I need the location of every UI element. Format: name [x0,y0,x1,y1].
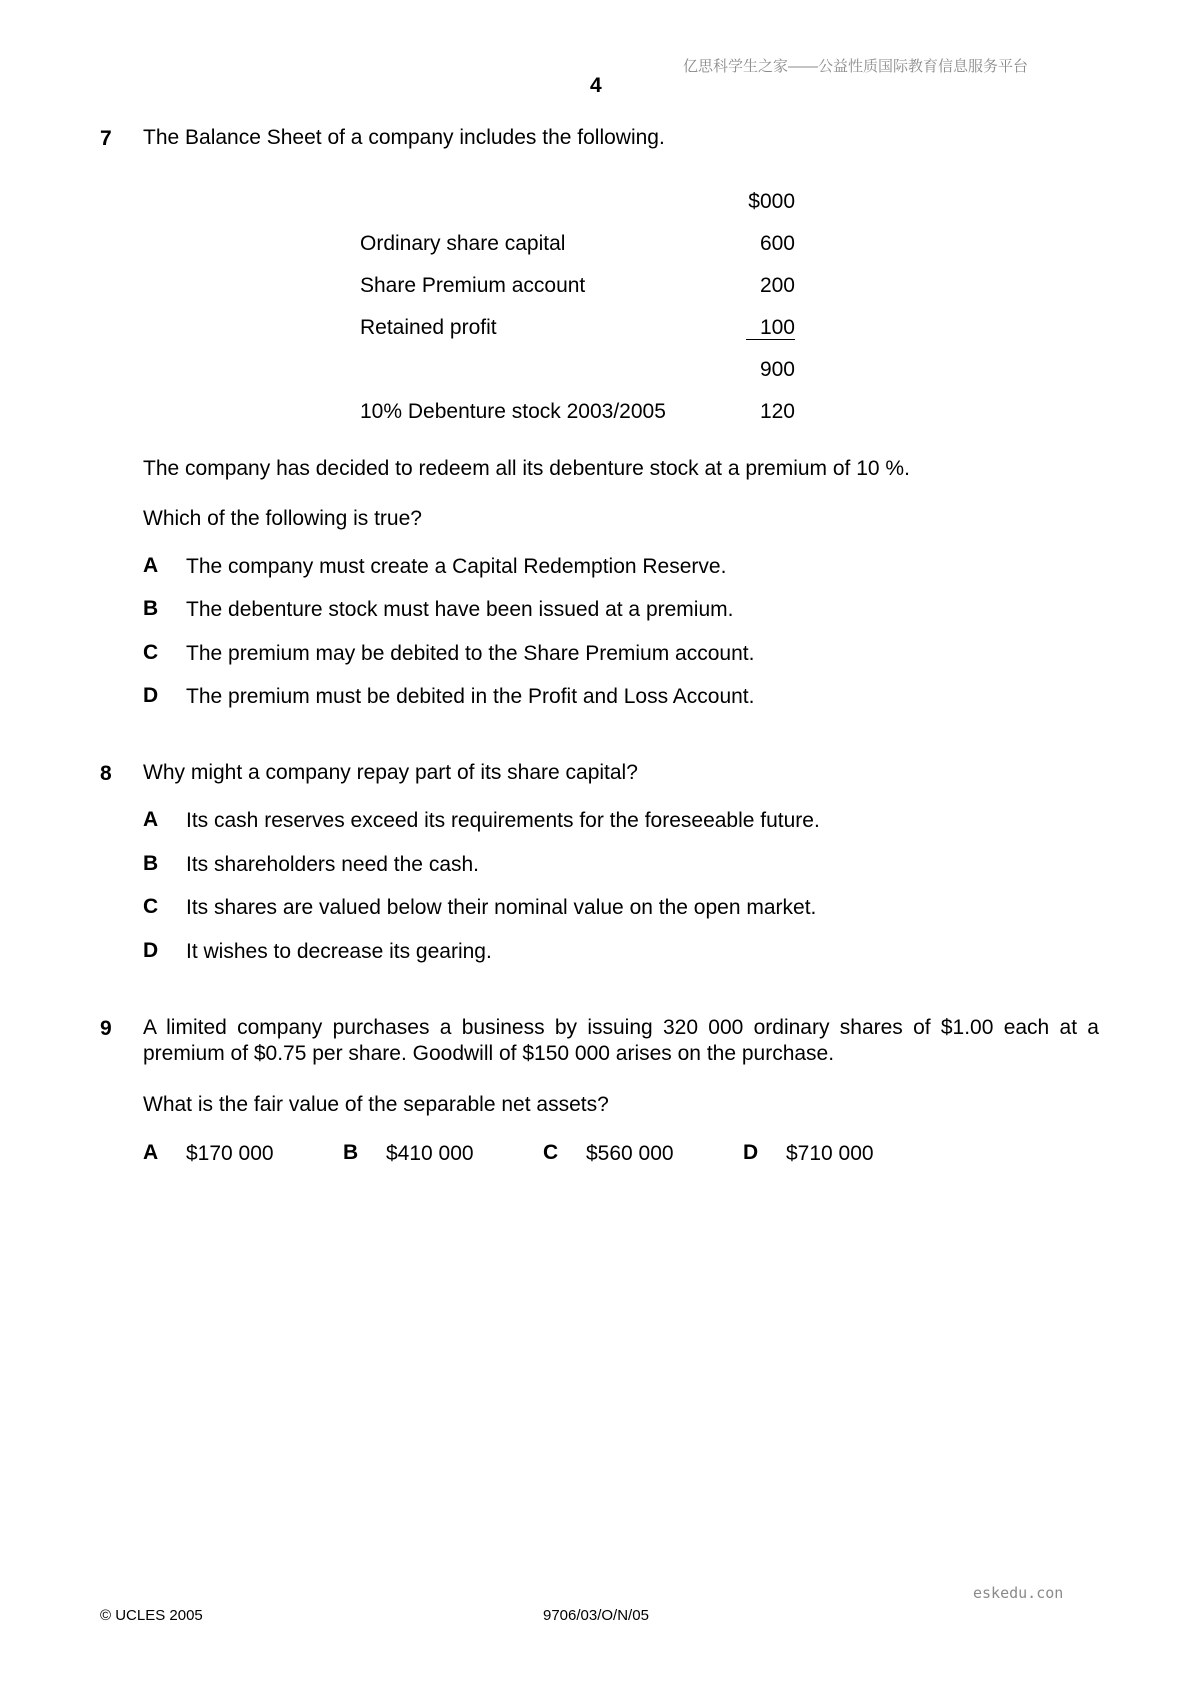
currency-header: $000 [748,190,795,213]
table-row-amount: 200 [759,274,795,297]
paper-code: 9706/03/O/N/05 [543,1607,649,1624]
option-text: The premium may be debited to the Share Premium account. [186,642,755,665]
underlined-amount: 100 [746,317,795,340]
option-letter: A [143,808,159,831]
option-letter: B [343,1141,359,1164]
table-row-amount: 120 [759,400,795,423]
question-number: 9 [100,1017,112,1040]
question-statement: The company has decided to redeem all its debenture stock at a premium of 10 %. [143,457,910,480]
option-text: Its shareholders need the cash. [186,853,480,876]
option-text: It wishes to decrease its gearing. [186,940,492,963]
option-letter: A [143,554,159,577]
option-text: The premium must be debited in the Profit and Loss Account. [186,685,755,708]
table-row-label: Ordinary share capital [360,232,566,255]
table-row-total: 900 [759,358,795,381]
option-letter: C [143,895,159,918]
copyright: © UCLES 2005 [100,1607,203,1624]
option-letter: A [143,1141,159,1164]
option-text: The company must create a Capital Redemption Reserve. [186,555,727,578]
option-letter: B [143,597,159,620]
option-text: $560 000 [586,1142,674,1165]
option-text: $410 000 [386,1142,474,1165]
option-text: Its shares are valued below their nominal value on the open market. [186,896,817,919]
option-letter: D [143,939,159,962]
table-row-label: Share Premium account [360,274,586,297]
question-intro: The Balance Sheet of a company includes the following. [143,126,665,149]
option-letter: C [143,641,159,664]
option-letter: C [543,1141,559,1164]
option-letter: B [143,852,159,875]
table-row-amount: 600 [759,232,795,255]
option-text: $710 000 [786,1142,874,1165]
question-number: 7 [100,127,112,150]
option-text: The debenture stock must have been issued at a premium. [186,598,734,621]
question-number: 8 [100,762,112,785]
option-text: Its cash reserves exceed its requirements for the foreseeable future. [186,809,820,832]
option-text: $170 000 [186,1142,274,1165]
table-row-amount [715,316,795,340]
question-prompt: What is the fair value of the separable net assets? [143,1093,609,1116]
question-prompt: Which of the following is true? [143,507,422,530]
table-row-label: Retained profit [360,316,497,339]
watermark-header: 亿思科学生之家——公益性质国际教育信息服务平台 [683,58,1029,75]
page-number: 4 [590,74,602,97]
option-letter: D [743,1141,759,1164]
option-letter: D [143,684,159,707]
question-intro: A limited company purchases a business by issuing 320 000 ordinary shares of $1.00 each at a premium of $0.75 per share. Goodwill of $150 000 arises on the purchase. [143,1016,1099,1065]
watermark-footer: eskedu.con [973,1584,1064,1602]
question-prompt: Why might a company repay part of its share capital? [143,761,638,784]
table-row-label: 10% Debenture stock 2003/2005 [360,400,666,423]
